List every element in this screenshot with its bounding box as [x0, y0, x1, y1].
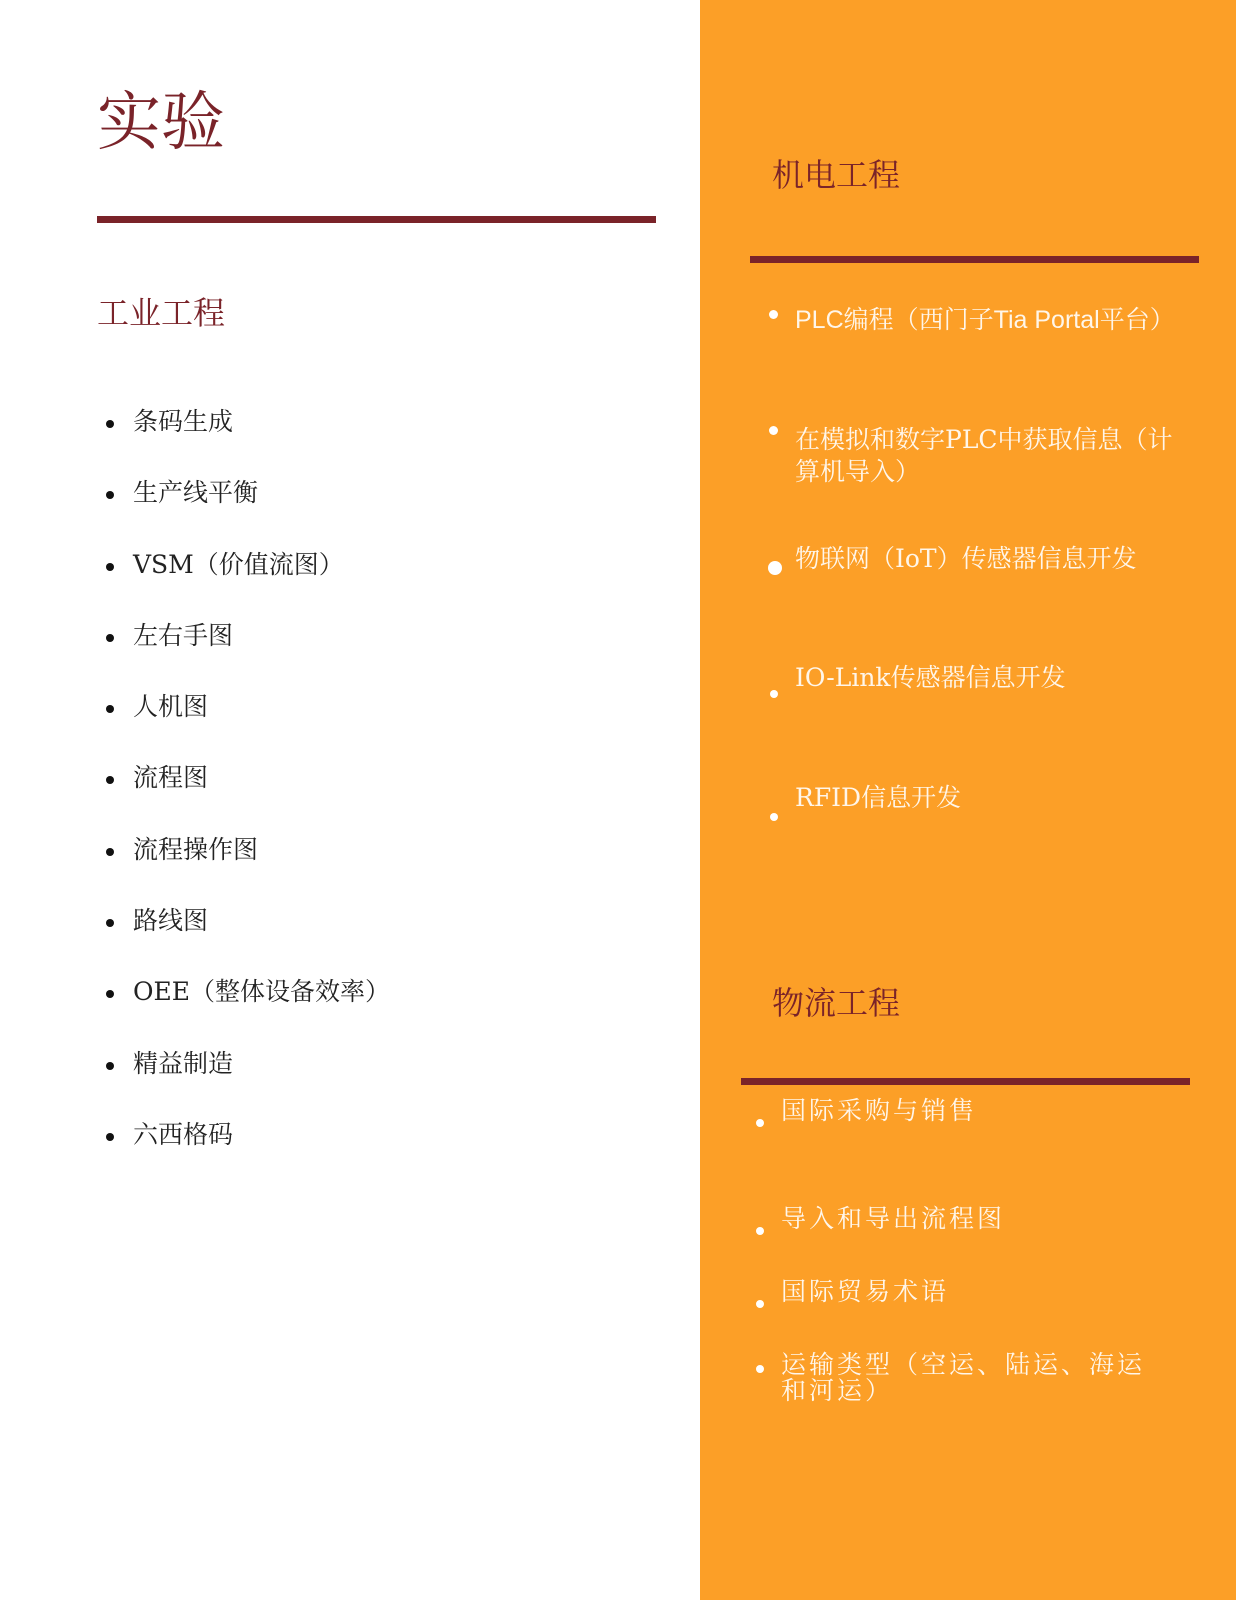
bullet-icon	[106, 848, 114, 856]
list-item	[103, 1117, 390, 1188]
mechatronics-divider	[750, 256, 1199, 263]
list-item-label: 精益制造	[133, 1048, 234, 1078]
list-item-label: 生产线平衡	[133, 478, 259, 508]
bullet-icon	[106, 491, 114, 499]
list-item	[103, 475, 390, 546]
list-item	[103, 974, 390, 1045]
list-item-label: PLC编程（西门子Tia Portal平台）	[795, 306, 1175, 334]
list-item	[103, 1046, 390, 1117]
list-item-label: 物联网（IoT）传感器信息开发	[795, 544, 1137, 573]
list-item	[103, 404, 390, 475]
list-item	[103, 760, 390, 831]
bullet-icon	[106, 634, 114, 642]
list-item	[756, 1279, 1176, 1319]
list-item-label: 流程图	[133, 763, 209, 793]
list-item	[770, 662, 1190, 702]
list-item-label: 导入和导出流程图	[781, 1204, 1006, 1233]
bullet-icon	[106, 563, 114, 571]
bullet-icon	[768, 561, 782, 575]
list-item-label: 国际贸易术语	[781, 1277, 950, 1306]
bullet-icon	[106, 1133, 114, 1141]
logistics-engineering-heading: 物流工程	[772, 984, 901, 1022]
bullet-icon	[770, 690, 778, 698]
industrial-engineering-list	[103, 404, 390, 1188]
bullet-icon	[106, 990, 114, 998]
industrial-engineering-heading: 工业工程	[97, 294, 226, 332]
list-item-label: IO-Link传感器信息开发	[795, 663, 1066, 692]
list-item	[103, 832, 390, 903]
list-item	[770, 543, 1190, 583]
list-item	[103, 547, 390, 618]
list-item	[756, 1352, 1176, 1412]
list-item	[103, 618, 390, 689]
list-item-label: 运输类型（空运、陆运、海运和河运）	[781, 1350, 1146, 1405]
bullet-icon	[106, 420, 114, 428]
list-item-label: VSM（价值流图）	[133, 549, 344, 579]
list-item	[770, 304, 1190, 344]
bullet-icon	[769, 426, 778, 435]
list-item-label: RFID信息开发	[795, 783, 962, 812]
list-item	[103, 689, 390, 760]
title-divider	[97, 216, 656, 223]
list-item	[756, 1206, 1176, 1246]
list-item-label: OEE（整体设备效率）	[133, 977, 390, 1007]
page-title: 实验	[97, 86, 225, 160]
bullet-icon	[756, 1300, 764, 1308]
list-item	[103, 903, 390, 974]
bullet-icon	[756, 1227, 764, 1235]
list-item-label: 人机图	[133, 692, 209, 722]
list-item-label: 左右手图	[133, 620, 234, 650]
list-item-label: 条码生成	[133, 407, 234, 436]
bullet-icon	[106, 705, 114, 713]
list-item	[770, 424, 1190, 496]
bullet-icon	[770, 813, 778, 821]
list-item-label: 国际采购与销售	[781, 1096, 978, 1125]
bullet-icon	[756, 1365, 764, 1373]
list-item-label: 六西格码	[133, 1119, 234, 1149]
bullet-icon	[106, 776, 114, 784]
bullet-icon	[769, 310, 778, 319]
list-item-label: 路线图	[133, 906, 209, 936]
mechatronics-engineering-heading: 机电工程	[772, 156, 901, 194]
bullet-icon	[106, 919, 114, 927]
logistics-divider	[741, 1078, 1190, 1085]
bullet-icon	[106, 1062, 114, 1070]
bullet-icon	[756, 1119, 764, 1127]
list-item-label: 流程操作图	[133, 834, 259, 864]
list-item-label: 在模拟和数字PLC中获取信息（计算机导入）	[795, 425, 1173, 486]
list-item	[770, 782, 1190, 822]
list-item	[756, 1098, 1176, 1138]
